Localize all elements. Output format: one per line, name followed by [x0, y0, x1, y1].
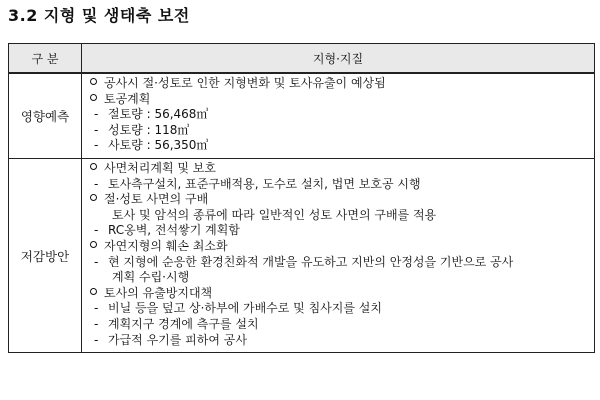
row-content-mitigation [82, 158, 595, 352]
circle-bullet-icon [90, 288, 97, 295]
dash-marker: - [94, 301, 99, 316]
content-line [82, 107, 594, 123]
dash-marker: - [94, 176, 99, 191]
row-content-impact [82, 73, 595, 158]
dash-marker: - [94, 254, 99, 269]
dash-marker: - [94, 122, 99, 137]
line-text: RC옹벽, 전석쌓기 계획함 [108, 223, 240, 238]
content-line [82, 161, 594, 177]
content-line [82, 333, 594, 349]
line-text: 가급적 우기를 피하여 공사 [108, 332, 247, 347]
line-text: 현 지형에 순응한 환경친화적 개발을 유도하고 지반의 안정성을 기반으로 공사 [108, 254, 514, 269]
dash-marker: - [94, 223, 99, 238]
line-text: 절토량 : 56,468㎥ [108, 107, 209, 122]
circle-bullet-icon [90, 241, 97, 248]
line-text: 토사의 유출방지대책 [104, 285, 213, 300]
dash-marker: - [94, 316, 99, 331]
dash-marker: - [94, 138, 99, 153]
line-text: 비닐 등을 덮고 상·하부에 가배수로 및 침사지를 설치 [108, 301, 382, 316]
circle-bullet-icon [90, 194, 97, 201]
line-text: 토사측구설치, 표준구배적용, 도수로 설치, 법면 보호공 시행 [108, 176, 421, 191]
row-label-mitigation: 저감방안 [9, 158, 82, 352]
line-text: 절·성토 사면의 구배 [104, 192, 209, 207]
content-line [82, 286, 594, 302]
circle-bullet-icon [90, 78, 97, 85]
row-impact-prediction [9, 73, 595, 158]
line-text: 자연지형의 훼손 최소화 [104, 238, 228, 253]
line-text: 토공계획 [104, 91, 151, 106]
section-title: 3.2 지형 및 생태축 보전 [8, 6, 190, 25]
content-line [82, 123, 594, 139]
content-line [82, 301, 594, 317]
content-line [82, 138, 594, 154]
line-text: 토사 및 암석의 종류에 따라 일반적인 성토 사면의 구배를 적용 [112, 207, 437, 222]
content-line [82, 76, 594, 92]
content-line [82, 208, 594, 224]
line-text: 사토량 : 56,350㎥ [108, 138, 209, 153]
content-line [82, 255, 594, 271]
line-text: 계획지구 경계에 측구를 설치 [108, 316, 259, 331]
content-line [82, 92, 594, 108]
row-mitigation [9, 158, 595, 352]
header-category: 구 분 [9, 44, 82, 74]
line-text: 성토량 : 118㎥ [108, 122, 190, 137]
content-table [8, 43, 595, 353]
content-line [82, 177, 594, 193]
dash-marker: - [94, 332, 99, 347]
dash-marker: - [94, 107, 99, 122]
line-text: 사면처리계획 및 보호 [104, 160, 216, 175]
content-line [82, 239, 594, 255]
line-text: 공사시 절·성토로 인한 지형변화 및 토사유출이 예상됨 [104, 76, 386, 90]
content-line [82, 192, 594, 208]
circle-bullet-icon [90, 94, 97, 101]
table-header-row [9, 44, 595, 74]
circle-bullet-icon [90, 163, 97, 170]
line-text: 계획 수립·시행 [112, 270, 190, 285]
row-label-impact: 영향예측 [9, 73, 82, 158]
content-line [82, 223, 594, 239]
header-topic: 지형·지질 [82, 44, 595, 74]
content-line [82, 270, 594, 286]
content-line [82, 317, 594, 333]
